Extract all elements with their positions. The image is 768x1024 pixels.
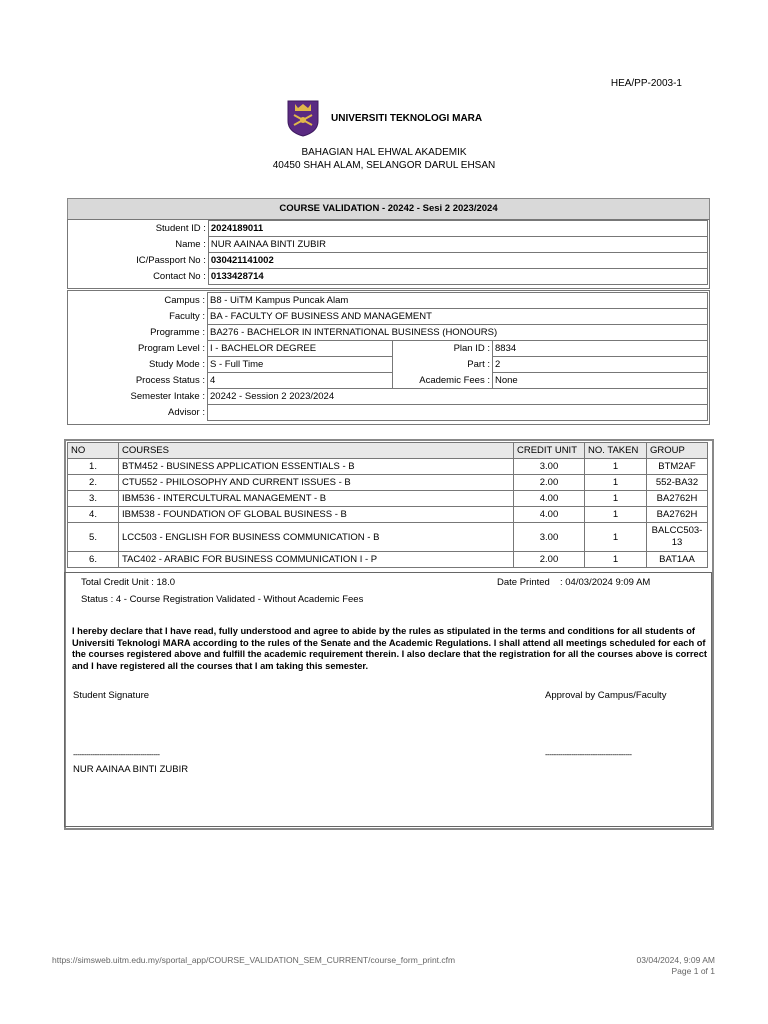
courses-table bbox=[67, 442, 708, 568]
student-id-label: Student ID : bbox=[67, 221, 208, 237]
plan-id-label: Plan ID : bbox=[393, 341, 493, 357]
contact-label: Contact No : bbox=[67, 269, 208, 285]
course-no: 3. bbox=[68, 491, 119, 507]
page-number: Page 1 of 1 bbox=[671, 966, 715, 976]
table-row bbox=[68, 459, 708, 475]
program-level-value: I - BACHELOR DEGREE bbox=[208, 341, 393, 357]
course-taken: 1 bbox=[585, 459, 647, 475]
table-row bbox=[68, 523, 708, 552]
course-taken: 1 bbox=[585, 523, 647, 552]
table-row bbox=[68, 507, 708, 523]
study-mode-label: Study Mode : bbox=[67, 357, 208, 373]
col-no-taken: NO. TAKEN bbox=[585, 443, 647, 459]
course-no: 6. bbox=[68, 552, 119, 568]
course-group: BA2762H bbox=[647, 507, 708, 523]
course-group-line2: 13 bbox=[671, 537, 683, 548]
course-group: BA2762H bbox=[647, 491, 708, 507]
campus-value: B8 - UiTM Kampus Puncak Alam bbox=[208, 293, 708, 309]
semester-intake-label: Semester Intake : bbox=[67, 389, 208, 405]
course-group-line1: BALCC503- bbox=[651, 525, 703, 536]
table-row bbox=[68, 491, 708, 507]
part-value: 2 bbox=[493, 357, 708, 373]
table-row bbox=[68, 552, 708, 568]
print-url: https://simsweb.uitm.edu.my/sportal_app/COURSE_VALIDATION_SEM_CURRENT/course_form_print.cfm bbox=[52, 955, 456, 965]
print-timestamp bbox=[637, 955, 715, 977]
faculty-value: BA - FACULTY OF BUSINESS AND MANAGEMENT bbox=[208, 309, 708, 325]
declaration-text: I hereby declare that I have read, fully understood and agree to abide by the rules as stipulated in the terms and conditions for all students of Universiti Teknologi MARA according to the rules of the Senate and the Academic Regulations. I shall attend all meetings scheduled for each of the courses registered above and fulfill the academic requirement therein. I also declare that the registration for all the courses above is correct and I have registered all the courses that I am taking this semester. bbox=[72, 626, 707, 671]
approval-signature-line: ---------------------------------------- bbox=[545, 750, 632, 759]
programme-value: BA276 - BACHELOR IN INTERNATIONAL BUSINESS (HONOURS) bbox=[208, 325, 708, 341]
uitm-crest-logo bbox=[286, 99, 320, 137]
faculty-label: Faculty : bbox=[67, 309, 208, 325]
course-group bbox=[647, 523, 708, 552]
course-name: IBM536 - INTERCULTURAL MANAGEMENT - B bbox=[119, 491, 514, 507]
advisor-label: Advisor : bbox=[67, 405, 208, 421]
course-taken: 1 bbox=[585, 475, 647, 491]
course-no: 2. bbox=[68, 475, 119, 491]
contact-value: 0133428714 bbox=[208, 269, 707, 285]
col-group: GROUP bbox=[647, 443, 708, 459]
course-no: 4. bbox=[68, 507, 119, 523]
address-line-2: 40450 SHAH ALAM, SELANGOR DARUL EHSAN bbox=[272, 160, 496, 171]
student-info-table bbox=[67, 220, 708, 285]
name-value: NUR AAINAA BINTI ZUBIR bbox=[208, 237, 707, 253]
university-name: UNIVERSITI TEKNOLOGI MARA bbox=[331, 113, 483, 124]
signer-name: NUR AAINAA BINTI ZUBIR bbox=[73, 764, 189, 775]
approval-label: Approval by Campus/Faculty bbox=[545, 690, 667, 701]
process-status-value: 4 bbox=[208, 373, 393, 389]
date-printed-label: Date Printed bbox=[497, 577, 550, 588]
program-level-label: Program Level : bbox=[67, 341, 208, 357]
process-status-label: Process Status : bbox=[67, 373, 208, 389]
study-mode-value: S - Full Time bbox=[208, 357, 393, 373]
registration-status: Status : 4 - Course Registration Validated - Without Academic Fees bbox=[81, 594, 364, 605]
col-credit-unit: CREDIT UNIT bbox=[514, 443, 585, 459]
program-info-table bbox=[67, 292, 708, 421]
course-group: 552-BA32 bbox=[647, 475, 708, 491]
student-signature-label: Student Signature bbox=[73, 690, 150, 701]
course-credit: 4.00 bbox=[514, 507, 585, 523]
course-taken: 1 bbox=[585, 552, 647, 568]
col-no: NO bbox=[68, 443, 119, 459]
course-taken: 1 bbox=[585, 507, 647, 523]
course-taken: 1 bbox=[585, 491, 647, 507]
advisor-value bbox=[208, 405, 708, 421]
name-label: Name : bbox=[67, 237, 208, 253]
date-printed-value: : 04/03/2024 9:09 AM bbox=[560, 577, 651, 588]
course-group: BAT1AA bbox=[647, 552, 708, 568]
academic-fees-label: Academic Fees : bbox=[393, 373, 493, 389]
course-name: CTU552 - PHILOSOPHY AND CURRENT ISSUES - B bbox=[119, 475, 514, 491]
form-title-bar: COURSE VALIDATION - 20242 - Sesi 2 2023/2024 bbox=[67, 198, 710, 220]
table-row bbox=[68, 475, 708, 491]
academic-fees-value: None bbox=[493, 373, 708, 389]
programme-label: Programme : bbox=[67, 325, 208, 341]
plan-id-value: 8834 bbox=[493, 341, 708, 357]
course-credit: 2.00 bbox=[514, 475, 585, 491]
student-signature-line: ---------------------------------------- bbox=[73, 750, 160, 759]
ic-value: 030421141002 bbox=[208, 253, 707, 269]
course-name: TAC402 - ARABIC FOR BUSINESS COMMUNICATION I - P bbox=[119, 552, 514, 568]
course-name: LCC503 - ENGLISH FOR BUSINESS COMMUNICATION - B bbox=[119, 523, 514, 552]
campus-label: Campus : bbox=[67, 293, 208, 309]
courses-header-row bbox=[68, 443, 708, 459]
course-credit: 3.00 bbox=[514, 523, 585, 552]
address-line-1: BAHAGIAN HAL EHWAL AKADEMIK bbox=[301, 147, 467, 158]
course-credit: 3.00 bbox=[514, 459, 585, 475]
print-date: 03/04/2024, 9:09 AM bbox=[636, 955, 715, 965]
course-name: IBM538 - FOUNDATION OF GLOBAL BUSINESS - B bbox=[119, 507, 514, 523]
student-id-value: 2024189011 bbox=[208, 221, 707, 237]
course-group: BTM2AF bbox=[647, 459, 708, 475]
course-credit: 2.00 bbox=[514, 552, 585, 568]
total-credit: Total Credit Unit : 18.0 bbox=[81, 577, 175, 588]
course-name: BTM452 - BUSINESS APPLICATION ESSENTIALS - B bbox=[119, 459, 514, 475]
semester-intake-value: 20242 - Session 2 2023/2024 bbox=[208, 389, 708, 405]
course-no: 1. bbox=[68, 459, 119, 475]
document-reference: HEA/PP-2003-1 bbox=[610, 78, 682, 89]
course-no: 5. bbox=[68, 523, 119, 552]
course-credit: 4.00 bbox=[514, 491, 585, 507]
ic-label: IC/Passport No : bbox=[67, 253, 208, 269]
part-label: Part : bbox=[393, 357, 493, 373]
col-courses: COURSES bbox=[119, 443, 514, 459]
